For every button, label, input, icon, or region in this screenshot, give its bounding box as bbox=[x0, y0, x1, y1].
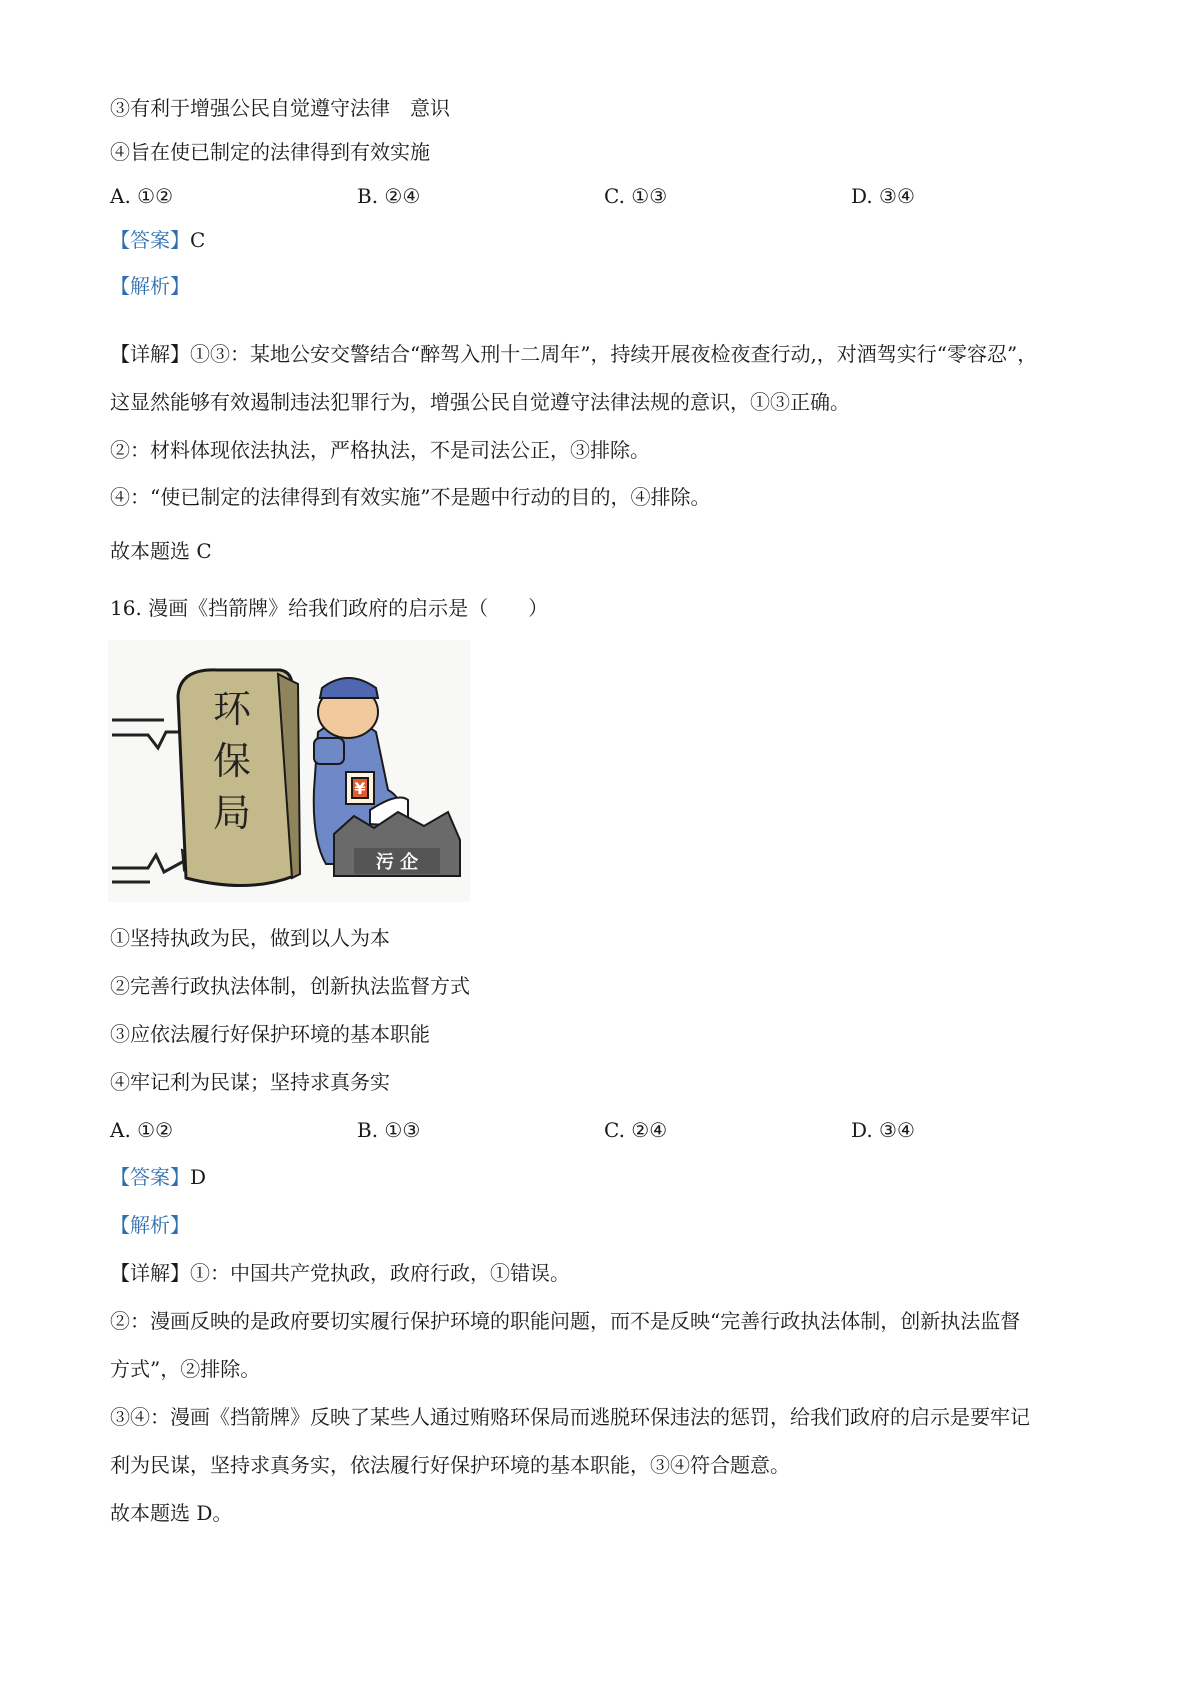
q15-analysis-tag: 【解析】 bbox=[110, 274, 190, 298]
q16-statement-1: ①坚持执政为民，做到以人为本 bbox=[110, 926, 390, 950]
q15-option-d: D. ③④ bbox=[851, 184, 915, 208]
q15-detail-line-1: 【详解】①③：某地公安交警结合“醉驾入刑十二周年”，持续开展夜检夜查行动,，对酒驾实行“零容忍”， bbox=[110, 342, 1038, 366]
q15-option-c: C. ①③ bbox=[604, 184, 668, 208]
factory-label: 污 企 bbox=[375, 852, 419, 873]
answer-tag: 【答案】 bbox=[110, 1165, 190, 1189]
shield-char-1: 环 bbox=[212, 687, 252, 731]
q15-option-a: A. ①② bbox=[110, 184, 174, 208]
q16-question: 16. 漫画《挡箭牌》给我们政府的启示是（ ） bbox=[110, 596, 549, 620]
q16-detail-line-4: ③④：漫画《挡箭牌》反映了某些人通过贿赂环保局而逃脱环保违法的惩罚，给我们政府的启示是要牢记 bbox=[110, 1405, 1030, 1429]
q16-option-c: C. ②④ bbox=[604, 1118, 668, 1142]
cartoon-shield-image bbox=[108, 640, 470, 902]
answer-tag: 【答案】 bbox=[110, 228, 190, 252]
q16-detail-line-5: 利为民谋，坚持求真务实，依法履行好保护环境的基本职能，③④符合题意。 bbox=[110, 1453, 790, 1477]
q16-statement-2: ②完善行政执法体制，创新执法监督方式 bbox=[110, 974, 470, 998]
q16-detail-line-2: ②：漫画反映的是政府要切实履行保护环境的职能问题，而不是反映“完善行政执法体制，创新执法监督 bbox=[110, 1309, 1021, 1333]
q15-detail-line-4: ④：“使已制定的法律得到有效实施”不是题中行动的目的，④排除。 bbox=[110, 485, 711, 509]
q15-answer bbox=[110, 226, 205, 254]
shield-char-2: 保 bbox=[212, 739, 252, 783]
q16-option-b: B. ①③ bbox=[357, 1118, 421, 1142]
q16-statement-4: ④牢记利为民谋；坚持求真务实 bbox=[110, 1070, 390, 1094]
q16-answer bbox=[110, 1163, 206, 1191]
q15-statement-4: ④旨在使已制定的法律得到有效实施 bbox=[110, 140, 430, 164]
q16-detail-line-3: 方式”，②排除。 bbox=[110, 1357, 261, 1381]
q16-conclusion: 故本题选 D。 bbox=[110, 1501, 233, 1525]
money-label: ¥ bbox=[354, 779, 366, 798]
q16-statement-3: ③应依法履行好保护环境的基本职能 bbox=[110, 1022, 430, 1046]
answer-value: D bbox=[190, 1165, 207, 1189]
q16-detail-line-1: 【详解】①：中国共产党执政，政府行政，①错误。 bbox=[110, 1261, 570, 1285]
q15-option-b: B. ②④ bbox=[357, 184, 421, 208]
q16-analysis-tag: 【解析】 bbox=[110, 1213, 190, 1237]
q16-option-d: D. ③④ bbox=[851, 1118, 915, 1142]
shield-char-3: 局 bbox=[212, 791, 252, 835]
q15-detail-line-3: ②：材料体现依法执法，严格执法，不是司法公正，③排除。 bbox=[110, 438, 650, 462]
answer-value: C bbox=[190, 228, 206, 252]
q15-detail-line-2: 这显然能够有效遏制违法犯罪行为，增强公民自觉遵守法律法规的意识，①③正确。 bbox=[110, 390, 850, 414]
q15-conclusion: 故本题选 C bbox=[110, 539, 212, 563]
q16-option-a: A. ①② bbox=[110, 1118, 174, 1142]
q15-statement-3: ③有利于增强公民自觉遵守法律 意识 bbox=[110, 96, 450, 120]
